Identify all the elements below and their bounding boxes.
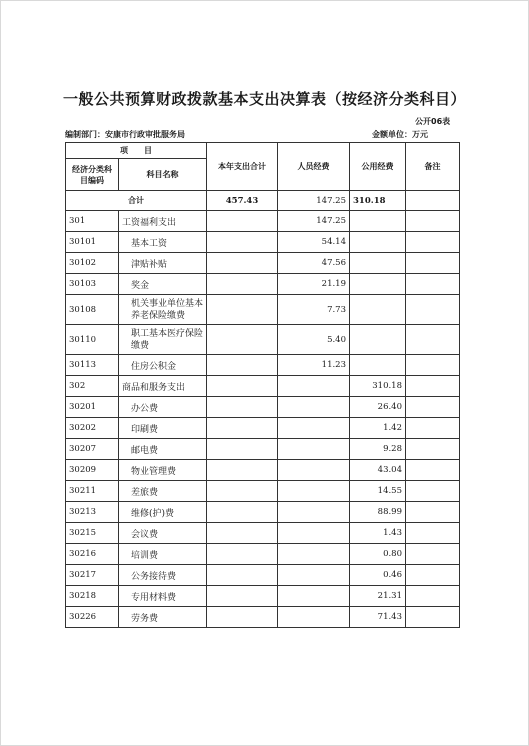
row-total <box>207 586 278 607</box>
table-row <box>66 586 460 607</box>
row-name: 劳务费 <box>119 607 207 628</box>
row-total <box>207 565 278 586</box>
row-personnel <box>278 607 350 628</box>
table-row <box>66 439 460 460</box>
row-code: 30211 <box>66 481 119 502</box>
header-name: 科目名称 <box>119 159 207 191</box>
row-note <box>406 376 460 397</box>
row-public: 310.18 <box>350 376 406 397</box>
row-total <box>207 523 278 544</box>
row-name: 印刷费 <box>119 418 207 439</box>
table-row <box>66 325 460 355</box>
total-amount: 457.43 <box>207 191 278 211</box>
row-note <box>406 502 460 523</box>
row-total <box>207 607 278 628</box>
row-code: 30101 <box>66 232 119 253</box>
row-name: 专用材料费 <box>119 586 207 607</box>
row-total <box>207 211 278 232</box>
row-total <box>207 253 278 274</box>
table-row <box>66 376 460 397</box>
row-name: 基本工资 <box>119 232 207 253</box>
row-note <box>406 295 460 325</box>
row-personnel <box>278 376 350 397</box>
total-note <box>406 191 460 211</box>
table-number: 公开06表 <box>415 117 451 126</box>
row-personnel <box>278 418 350 439</box>
row-name: 差旅费 <box>119 481 207 502</box>
row-personnel: 5.40 <box>278 325 350 355</box>
header-total: 本年支出合计 <box>207 143 278 191</box>
row-public <box>350 295 406 325</box>
row-public: 0.80 <box>350 544 406 565</box>
table-row <box>66 418 460 439</box>
row-note <box>406 355 460 376</box>
row-total <box>207 502 278 523</box>
row-note <box>406 607 460 628</box>
report-title: 一般公共预算财政拨款基本支出决算表（按经济分类科目） <box>62 90 466 108</box>
row-total <box>207 295 278 325</box>
row-code: 30110 <box>66 325 119 355</box>
row-code: 30103 <box>66 274 119 295</box>
row-name: 津贴补贴 <box>119 253 207 274</box>
row-name: 职工基本医疗保险缴费 <box>119 325 207 355</box>
table-row <box>66 523 460 544</box>
row-public: 26.40 <box>350 397 406 418</box>
row-personnel <box>278 481 350 502</box>
row-personnel <box>278 397 350 418</box>
table-row <box>66 607 460 628</box>
row-personnel <box>278 502 350 523</box>
row-personnel <box>278 460 350 481</box>
total-label: 合计 <box>66 191 207 211</box>
row-total <box>207 397 278 418</box>
table-row <box>66 232 460 253</box>
row-note <box>406 544 460 565</box>
row-public <box>350 355 406 376</box>
table-row <box>66 274 460 295</box>
row-public: 14.55 <box>350 481 406 502</box>
row-note <box>406 565 460 586</box>
row-total <box>207 418 278 439</box>
row-name: 物业管理费 <box>119 460 207 481</box>
row-note <box>406 460 460 481</box>
table-row <box>66 355 460 376</box>
row-code: 30102 <box>66 253 119 274</box>
row-total <box>207 376 278 397</box>
row-public: 21.31 <box>350 586 406 607</box>
table-row <box>66 253 460 274</box>
row-name: 住房公积金 <box>119 355 207 376</box>
row-code: 301 <box>66 211 119 232</box>
row-public <box>350 253 406 274</box>
row-note <box>406 481 460 502</box>
row-code: 302 <box>66 376 119 397</box>
row-personnel <box>278 565 350 586</box>
row-public: 88.99 <box>350 502 406 523</box>
row-note <box>406 586 460 607</box>
row-code: 30202 <box>66 418 119 439</box>
row-total <box>207 544 278 565</box>
row-name: 机关事业单位基本养老保险缴费 <box>119 295 207 325</box>
row-note <box>406 325 460 355</box>
row-code: 30201 <box>66 397 119 418</box>
row-name: 工资福利支出 <box>119 211 207 232</box>
table-row <box>66 502 460 523</box>
header-personnel: 人员经费 <box>278 143 350 191</box>
row-code: 30213 <box>66 502 119 523</box>
row-name: 会议费 <box>119 523 207 544</box>
table-row <box>66 544 460 565</box>
row-personnel <box>278 544 350 565</box>
total-row <box>66 191 460 211</box>
row-personnel <box>278 586 350 607</box>
row-note <box>406 439 460 460</box>
row-note <box>406 253 460 274</box>
total-public: 310.18 <box>350 191 406 211</box>
row-total <box>207 355 278 376</box>
row-note <box>406 418 460 439</box>
row-total <box>207 439 278 460</box>
row-code: 30209 <box>66 460 119 481</box>
header-note: 备注 <box>406 143 460 191</box>
row-note <box>406 397 460 418</box>
row-code: 30215 <box>66 523 119 544</box>
row-code: 30207 <box>66 439 119 460</box>
row-code: 30108 <box>66 295 119 325</box>
row-name: 维修(护)费 <box>119 502 207 523</box>
header-public: 公用经费 <box>350 143 406 191</box>
row-name: 奖金 <box>119 274 207 295</box>
row-name: 培训费 <box>119 544 207 565</box>
row-public <box>350 232 406 253</box>
header-code: 经济分类科目编码 <box>66 159 119 191</box>
row-public: 0.46 <box>350 565 406 586</box>
table-row <box>66 211 460 232</box>
row-personnel: 7.73 <box>278 295 350 325</box>
header-row-1 <box>66 143 460 159</box>
row-personnel: 147.25 <box>278 211 350 232</box>
row-code: 30218 <box>66 586 119 607</box>
row-public <box>350 274 406 295</box>
row-total <box>207 460 278 481</box>
row-code: 30113 <box>66 355 119 376</box>
row-total <box>207 274 278 295</box>
row-note <box>406 232 460 253</box>
row-public: 9.28 <box>350 439 406 460</box>
row-public: 1.42 <box>350 418 406 439</box>
table-row <box>66 565 460 586</box>
row-code: 30226 <box>66 607 119 628</box>
row-note <box>406 211 460 232</box>
row-personnel <box>278 439 350 460</box>
currency-unit: 金额单位：万元 <box>372 130 428 139</box>
table-row <box>66 295 460 325</box>
compiling-department: 编制部门：安康市行政审批服务局 <box>65 130 185 139</box>
row-personnel: 21.19 <box>278 274 350 295</box>
row-code: 30217 <box>66 565 119 586</box>
header-item: 项 目 <box>66 143 207 159</box>
row-personnel: 47.56 <box>278 253 350 274</box>
total-personnel: 147.25 <box>278 191 350 211</box>
table-row <box>66 460 460 481</box>
row-total <box>207 481 278 502</box>
row-name: 公务接待费 <box>119 565 207 586</box>
row-code: 30216 <box>66 544 119 565</box>
row-note <box>406 523 460 544</box>
row-public <box>350 211 406 232</box>
row-name: 邮电费 <box>119 439 207 460</box>
row-personnel <box>278 523 350 544</box>
row-personnel: 11.23 <box>278 355 350 376</box>
row-total <box>207 325 278 355</box>
expenditure-table <box>65 142 460 628</box>
row-public: 71.43 <box>350 607 406 628</box>
row-note <box>406 274 460 295</box>
table-row <box>66 397 460 418</box>
row-name: 商品和服务支出 <box>119 376 207 397</box>
row-public: 1.43 <box>350 523 406 544</box>
row-public <box>350 325 406 355</box>
row-public: 43.04 <box>350 460 406 481</box>
row-total <box>207 232 278 253</box>
table-row <box>66 481 460 502</box>
row-personnel: 54.14 <box>278 232 350 253</box>
row-name: 办公费 <box>119 397 207 418</box>
